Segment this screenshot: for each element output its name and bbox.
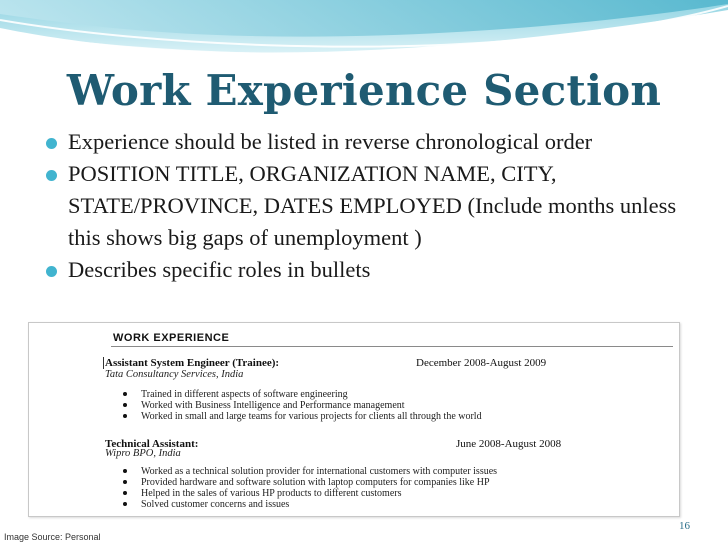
bullet-dot-icon <box>123 491 127 495</box>
job-title: Technical Assistant: <box>105 438 199 450</box>
text-cursor-mark <box>103 357 104 369</box>
job-duty: Worked in small and large teams for various projects for clients all through the world <box>123 411 482 422</box>
image-source-caption: Image Source: Personal <box>4 532 101 542</box>
bullet-dot-icon <box>123 403 127 407</box>
resume-example-image <box>28 322 680 517</box>
job-duty: Worked with Business Intelligence and Performance management <box>123 400 405 411</box>
bullet-dot-icon <box>123 392 127 396</box>
header-wave-decoration <box>0 0 728 64</box>
bullet-dot-icon <box>123 480 127 484</box>
job-dates: December 2008-August 2009 <box>416 357 547 369</box>
bullet-item <box>44 158 690 254</box>
bullet-text: Describes specific roles in bullets <box>68 257 371 282</box>
bullet-text: POSITION TITLE, ORGANIZATION NAME, CITY, STATE/PROVINCE, DATES EMPLOYED (Include months unless this shows big gaps of unemployment ) <box>68 161 677 250</box>
bullet-list <box>44 126 690 286</box>
bullet-dot-icon <box>123 469 127 473</box>
bullet-dot-icon <box>46 266 57 277</box>
bullet-dot-icon <box>46 138 57 149</box>
resume-heading: WORK EXPERIENCE <box>113 332 230 344</box>
job-dates: June 2008-August 2008 <box>456 438 562 450</box>
job-duty: Solved customer concerns and issues <box>123 499 289 510</box>
job-duty: Worked as a technical solution provider for international customers with computer issues <box>123 466 497 477</box>
job-organization: Tata Consultancy Services, India <box>105 369 244 380</box>
bullet-item <box>44 126 690 158</box>
job-organization: Wipro BPO, India <box>105 448 181 459</box>
bullet-text: Experience should be listed in reverse chronological order <box>68 129 593 154</box>
bullet-item <box>44 254 690 286</box>
slide-title: Work Experience Section <box>66 66 662 115</box>
job-title: Assistant System Engineer (Trainee): <box>105 357 280 369</box>
bullet-dot-icon <box>46 170 57 181</box>
page-number: 16 <box>679 520 690 532</box>
resume-divider <box>111 346 673 347</box>
job-duty: Helped in the sales of various HP products to different customers <box>123 488 402 499</box>
bullet-dot-icon <box>123 502 127 506</box>
job-duty: Provided hardware and software solution with laptop computers for companies like HP <box>123 477 490 488</box>
job-duty: Trained in different aspects of software engineering <box>123 389 348 400</box>
bullet-dot-icon <box>123 414 127 418</box>
